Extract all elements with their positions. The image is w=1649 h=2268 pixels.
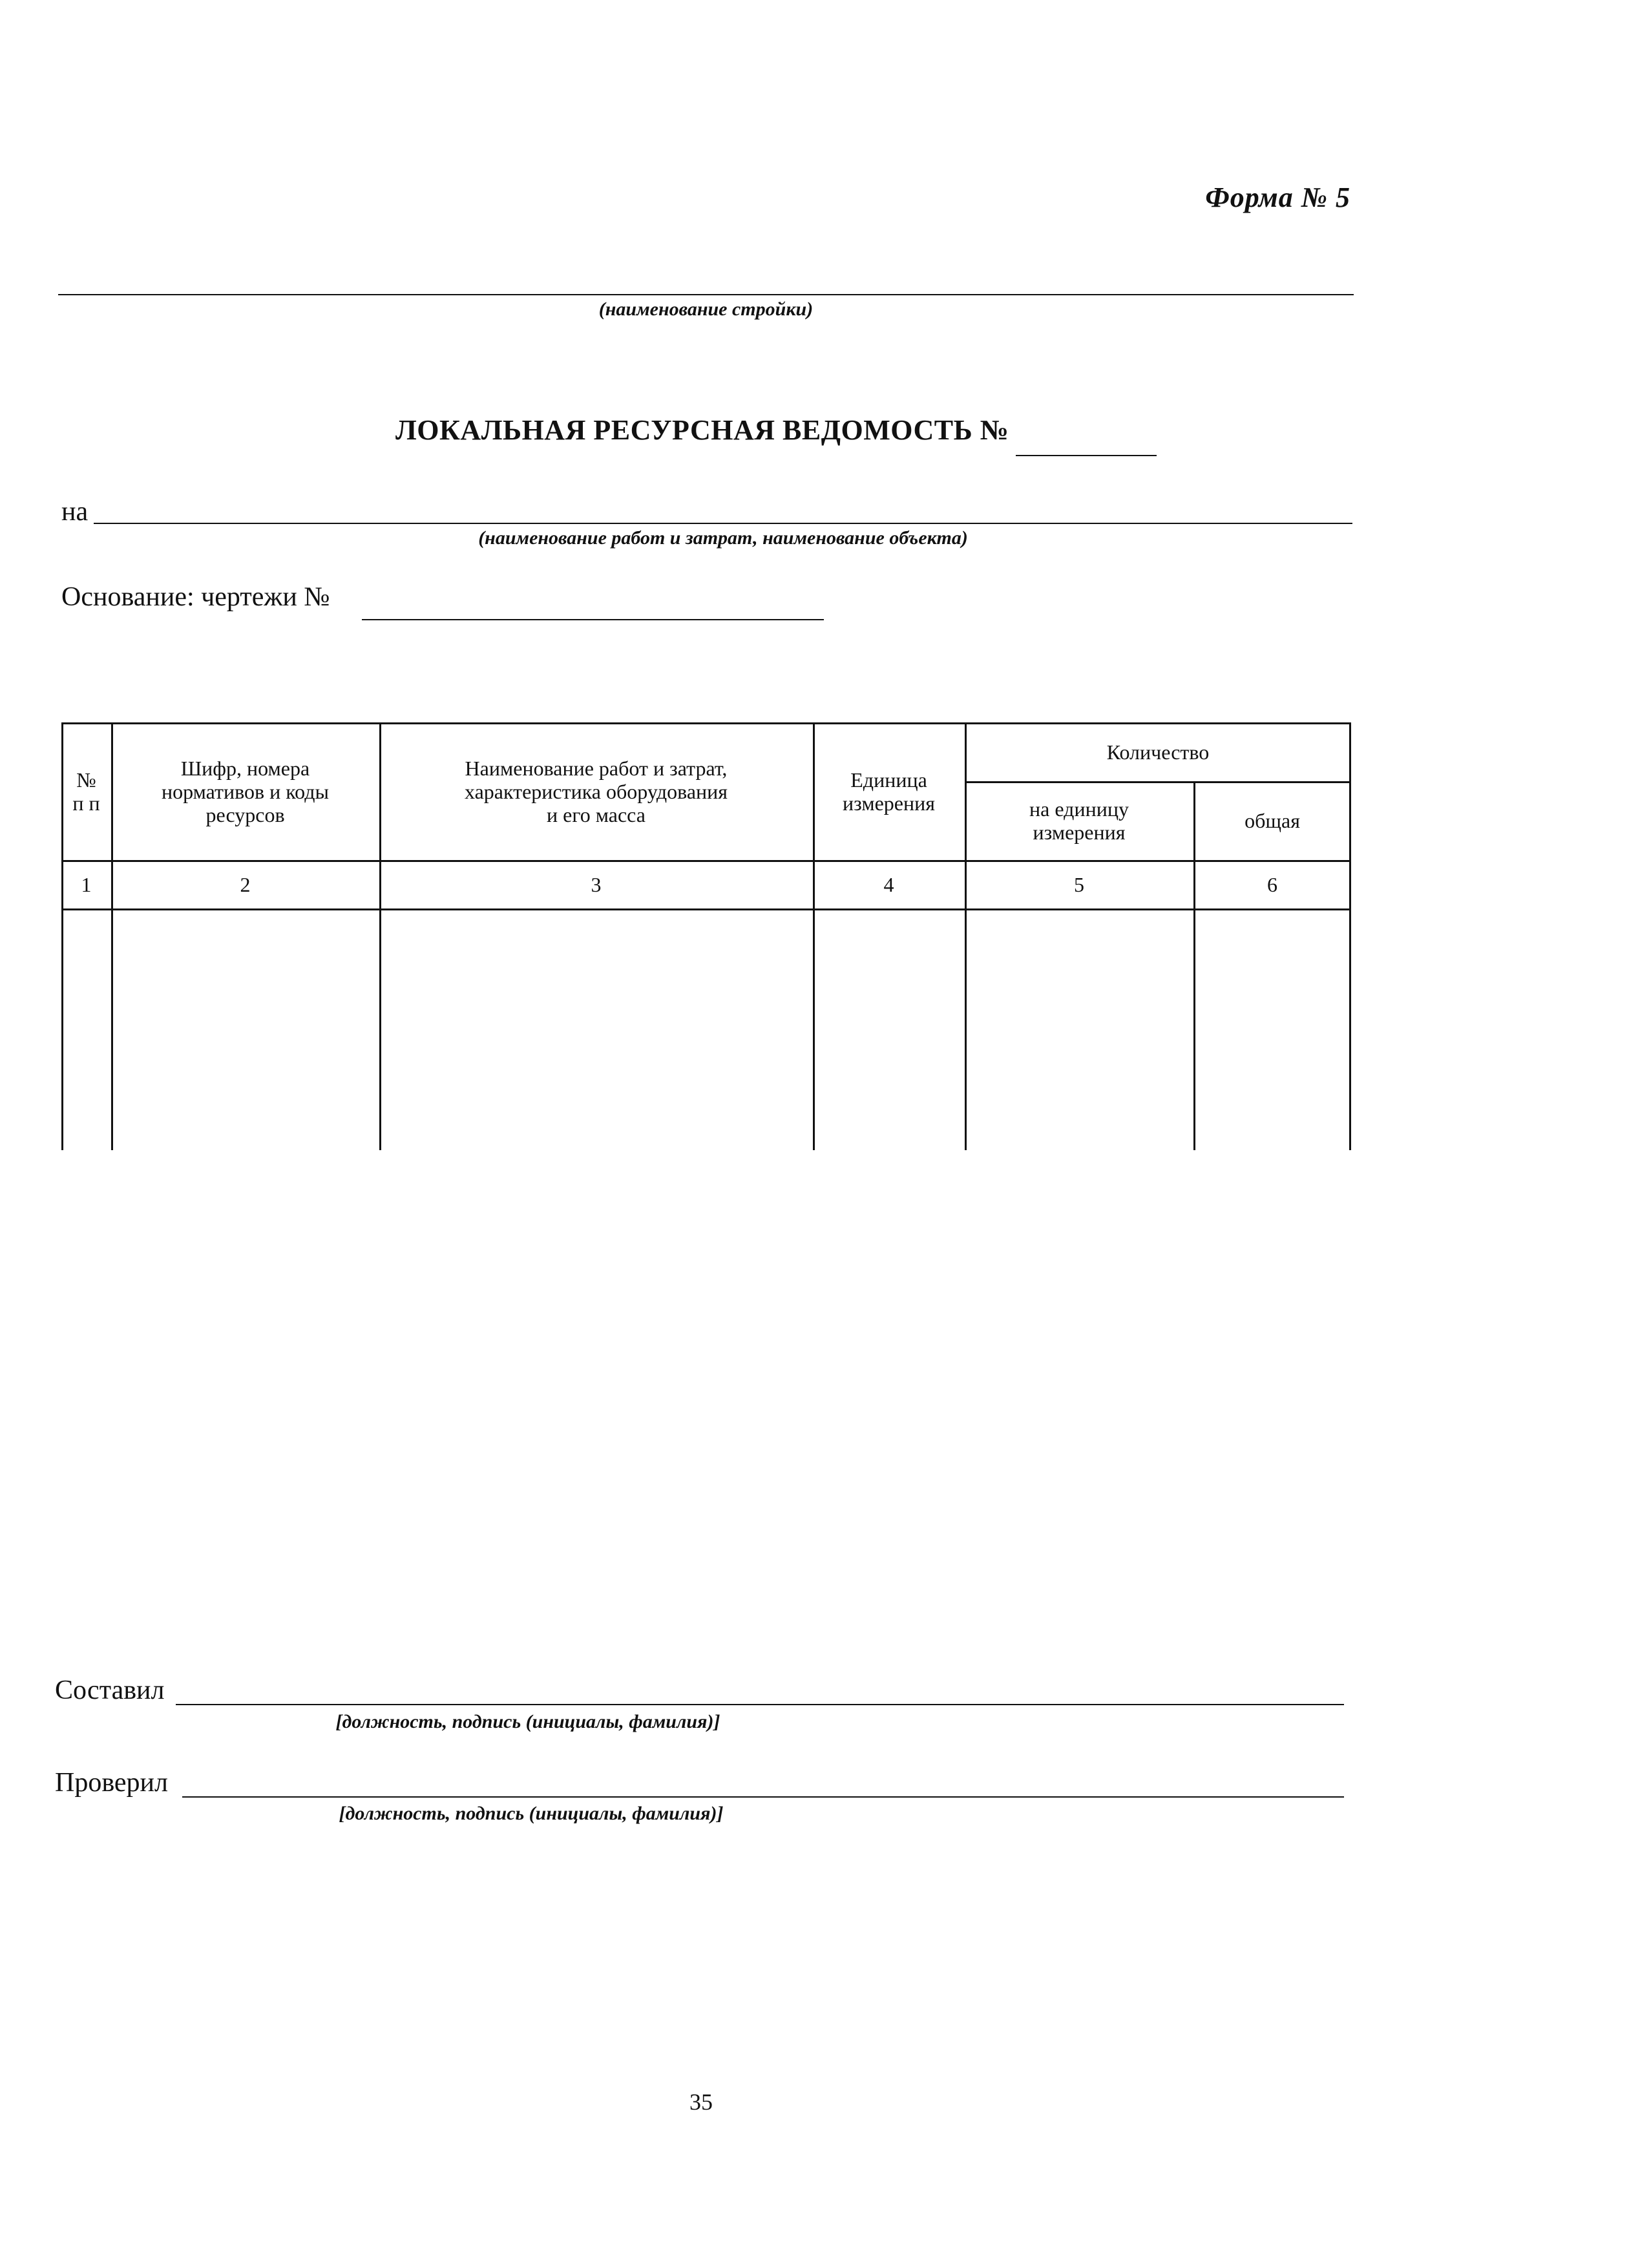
checked-caption: [должность, подпись (инициалы, фамилия)]: [339, 1803, 724, 1824]
compiled-label: Составил: [55, 1675, 165, 1705]
column-numbers-bottom-border: [61, 908, 1351, 910]
construction-name-caption: (наименование стройки): [598, 299, 814, 320]
form-number-label: Форма № 5: [1205, 182, 1350, 213]
column-number-5: 5: [1074, 872, 1084, 896]
document-title-text: ЛОКАЛЬНАЯ РЕСУРСНАЯ ВЕДОМОСТЬ №: [395, 414, 1009, 446]
header-total: общая: [1245, 809, 1300, 832]
header-name: Наименование работ и затрат, характеристика оборудования и его масса: [465, 756, 728, 826]
column-number-6: 6: [1267, 872, 1277, 896]
basis-drawing-number-line: [362, 619, 824, 620]
column-number-1: 1: [81, 872, 92, 896]
header-num: № п п: [72, 768, 100, 815]
header-unit: Единица измерения: [843, 768, 935, 815]
compiled-caption: [должность, подпись (инициалы, фамилия)]: [335, 1711, 720, 1732]
column-number-2: 2: [240, 872, 251, 896]
header-quantity: Количество: [1106, 740, 1210, 764]
document-title: [395, 414, 1009, 446]
basis-label: Основание: чертежи №: [61, 582, 330, 612]
for-caption: (наименование работ и затрат, наименование объекта): [478, 527, 968, 549]
resource-table: [61, 722, 1351, 1150]
column-number-4: 4: [883, 872, 894, 896]
checked-signature-line: [182, 1796, 1344, 1798]
checked-label: Проверил: [55, 1768, 168, 1798]
for-label: на: [61, 497, 89, 527]
construction-name-line: [58, 294, 1354, 295]
document-number-line: [1016, 455, 1157, 456]
column-number-3: 3: [591, 872, 602, 896]
page-number: 35: [689, 2089, 713, 2115]
header-per-unit: на единицу измерения: [1029, 797, 1129, 844]
header-code: Шифр, номера нормативов и коды ресурсов: [161, 756, 330, 826]
compiled-signature-line: [176, 1704, 1344, 1705]
for-line: [94, 523, 1352, 524]
